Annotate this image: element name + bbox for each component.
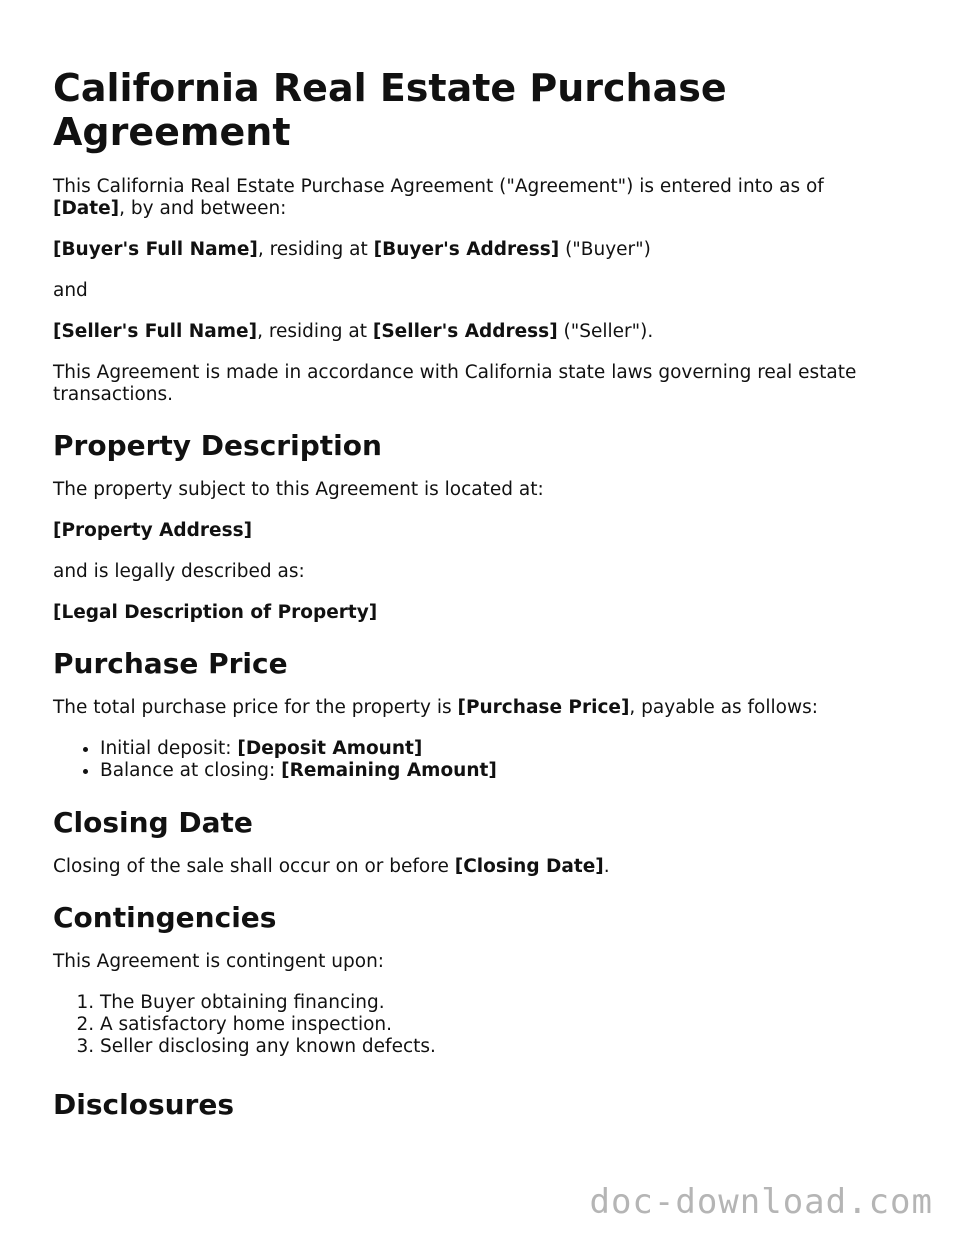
intro-paragraph [53, 176, 893, 220]
purchase-price-value: [Purchase Price] [457, 697, 630, 718]
buyer-paragraph [53, 239, 893, 261]
closing-tail: . [603, 856, 610, 877]
seller-name: [Seller's Full Name] [53, 321, 258, 342]
balance-label: Balance at closing: [100, 760, 276, 781]
list-item [100, 738, 893, 760]
legal-description-paragraph [53, 602, 893, 624]
closing-paragraph [53, 856, 893, 878]
document-title: California Real Estate Purchase Agreement [53, 66, 727, 154]
contingencies-list [53, 992, 893, 1058]
property-address: [Property Address] [53, 520, 253, 541]
seller-address: [Seller's Address] [372, 321, 558, 342]
seller-paragraph [53, 321, 893, 343]
buyer-address: [Buyer's Address] [373, 239, 560, 260]
closing-lead: Closing of the sale shall occur on or before [53, 856, 449, 877]
list-item: 1. The Buyer obtaining financing. [100, 992, 893, 1014]
intro-tail: , by and between: [119, 198, 287, 219]
property-address-paragraph [53, 520, 893, 542]
purchase-price-lead: The total purchase price for the property is [53, 697, 452, 718]
property-heading: Property Description [53, 429, 382, 462]
closing-date-heading: Closing Date [53, 806, 253, 839]
closing-date-value: [Closing Date] [454, 856, 604, 877]
property-located-text: The property subject to this Agreement is located at: [53, 479, 544, 500]
watermark: doc-download.com [589, 1182, 933, 1222]
intro-lead: This California Real Estate Purchase Agreement ("Agreement") is entered into as of [53, 176, 824, 197]
payment-list [53, 738, 893, 782]
contingencies-heading: Contingencies [53, 901, 277, 934]
seller-residing: , residing at [257, 321, 368, 342]
balance-value: [Remaining Amount] [281, 760, 497, 781]
contingencies-lead: This Agreement is contingent upon: [53, 951, 385, 972]
legal-description: [Legal Description of Property] [53, 602, 378, 623]
and-paragraph: and [53, 280, 88, 301]
buyer-residing: , residing at [257, 239, 368, 260]
document-page [53, 66, 893, 1138]
list-item: 2. A satisfactory home inspection. [100, 1014, 893, 1036]
deposit-label: Initial deposit: [100, 738, 232, 759]
disclosures-heading: Disclosures [53, 1088, 235, 1121]
purchase-price-tail: , payable as follows: [629, 697, 818, 718]
legal-description-text: and is legally described as: [53, 561, 305, 582]
deposit-value: [Deposit Amount] [237, 738, 423, 759]
buyer-name: [Buyer's Full Name] [53, 239, 258, 260]
seller-tail: ("Seller"). [557, 321, 654, 342]
compliance-paragraph: This Agreement is made in accordance with California state laws governing real estate transactions. [53, 362, 857, 405]
list-item: 3. Seller disclosing any known defects. [100, 1036, 893, 1058]
purchase-price-heading: Purchase Price [53, 647, 288, 680]
buyer-tail: ("Buyer") [559, 239, 651, 260]
list-item [100, 760, 893, 782]
agreement-date: [Date] [53, 198, 120, 219]
purchase-price-paragraph [53, 697, 893, 719]
